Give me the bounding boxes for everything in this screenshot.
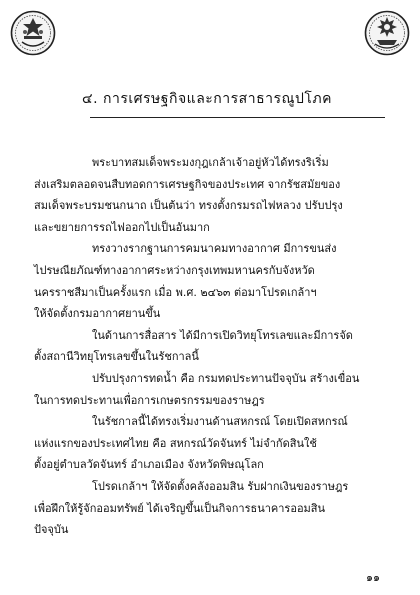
- paragraph-aviation: ทรงวางรากฐานการคมนาคมทางอากาศ มีการขนส่ง ไปรษณียภัณฑ์ทางอากาศระหว่างกรุงเทพมหานครกับจังหวัด นครราชสีมาเป็นครั้งแรก เมื่อ พ.ศ. ๒๔๖๓ ต่อมาโปรดเกล้าฯ ให้จัดตั้งกรมอากาศยานขึ้น: [34, 242, 337, 321]
- paragraph-railway: พระบาทสมเด็จพระมงกุฎเกล้าเจ้าอยู่หัวได้ทรงริเริ่ม ส่งเสริมตลอดจนสืบทอดการเศรษฐกิจของประเทศ จากรัชสมัยของ สมเด็จพระบรมชนกนาถ เป็นต้นว่า ทรงตั้งกรมรถไฟหลวง ปรับปรุง และขยายการรถไฟออกไปเป็นอันมาก: [34, 156, 343, 234]
- paragraph-cooperative: ในรัชกาลนี้ได้ทรงเริ่มงานด้านสหกรณ์ โดยเปิดสหกรณ์ แห่งแรกของประเทศไทย คือ สหกรณ์วัดจันทร์ ไม่จำกัดสินใช้ ตั้งอยู่ตำบลวัดจันทร์ อำเภอเมือง จังหวัดพิษณุโลก: [34, 415, 348, 472]
- paragraph-communication: ในด้านการสื่อสาร ได้มีการเปิดวิทยุโทรเลขและมีการจัด ตั้งสถานีวิทยุโทรเลขขึ้นในรัชกาลนี้: [34, 328, 353, 364]
- paragraph-savings-bank: โปรดเกล้าฯ ให้จัดตั้งคลังออมสิน รับฝากเงินของราษฎร เพื่อฝึกให้รู้จักออมทรัพย์ ได้เจริญขึ้นเป็นกิจการธนาคารออมสิน ปัจจุบัน: [34, 479, 349, 537]
- body-text: [34, 152, 390, 541]
- heading-underline: [90, 117, 385, 118]
- page-number: ๑๑: [366, 571, 380, 584]
- royal-seal-right-icon: [364, 10, 410, 56]
- paragraph-irrigation: ปรับปรุงการทดน้ำ คือ กรมทดประทานปัจจุบัน สร้างเขื่อน ในการทดประทานเพื่อการเกษตรกรรมของราษฎร: [34, 371, 360, 407]
- royal-seal-left-icon: [10, 10, 56, 56]
- chapter-heading: ๔. การเศรษฐกิจและการสาธารณูปโภค: [82, 91, 332, 107]
